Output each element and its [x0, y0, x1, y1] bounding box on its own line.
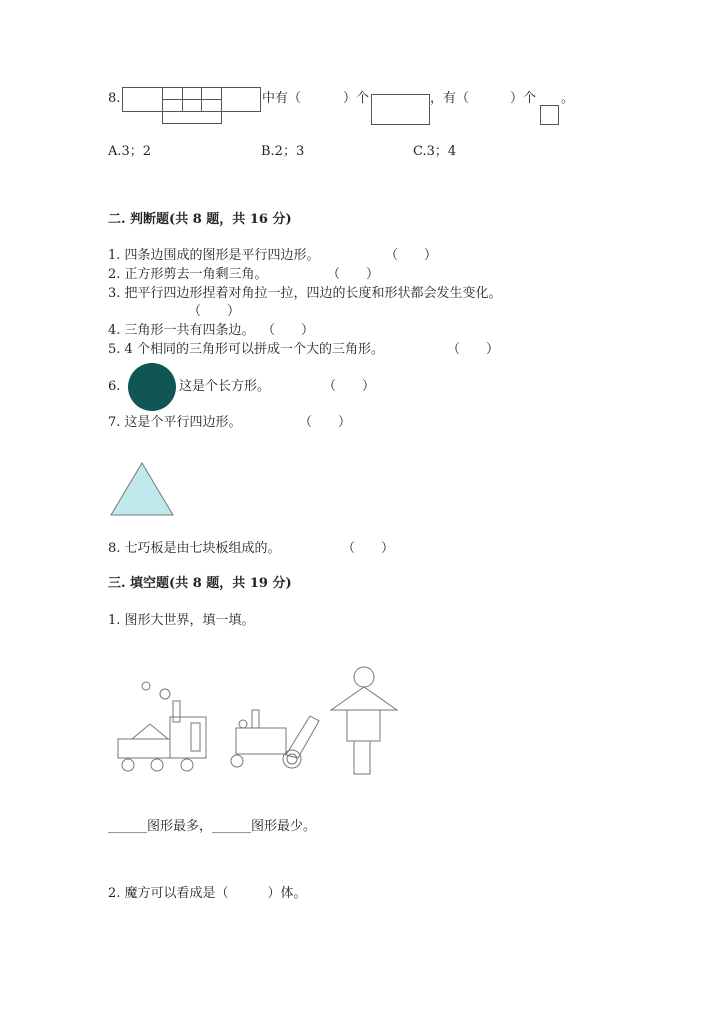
q8-text-5: 。: [561, 91, 575, 106]
square-icon: [540, 105, 559, 125]
judge-item-2: 2. 正方形剪去一角剩三角。: [108, 267, 268, 282]
train-figure: [118, 682, 206, 771]
person-figure: [331, 667, 397, 774]
blue-triangle-figure: [110, 462, 174, 516]
judge-item-7: 7. 这是个平行四边形。: [108, 415, 242, 430]
q8-option-a: A.3；2: [108, 144, 152, 159]
judge-item-6-text: 这是个长方形。: [179, 379, 271, 394]
teal-circle-figure: [127, 362, 177, 412]
q8-text-3: ，有（: [430, 91, 470, 106]
overlapping-rectangles-figure: [122, 86, 262, 126]
q8-text-1: 中有（: [262, 91, 302, 106]
tractor-figure: [231, 710, 319, 768]
judge-bracket-7: （ ）: [299, 415, 352, 430]
shape-world-figure: [110, 660, 410, 780]
judge-item-3: 3. 把平行四边形捏着对角拉一拉，四边的长度和形状都会发生变化。: [108, 286, 502, 301]
judge-bracket-1: （ ）: [385, 248, 438, 263]
section-2-title: 二. 判断题(共 8 题，共 16 分): [108, 212, 292, 227]
fill-question-2: 2. 魔方可以看成是（ ）体。: [108, 886, 307, 901]
judge-bracket-6: （ ）: [323, 379, 376, 394]
judge-bracket-8: （ ）: [342, 541, 395, 556]
q8-text-4: ）个: [510, 91, 537, 106]
q8-option-b: B.2；3: [261, 144, 305, 159]
judge-item-5: 5. 4 个相同的三角形可以拼成一个大的三角形。: [108, 342, 384, 357]
judge-bracket-2: （ ）: [327, 267, 380, 282]
fill-blank-line: ______图形最多，______图形最少。: [108, 819, 317, 834]
q8-option-c: C.3；4: [413, 144, 457, 159]
judge-item-6-number: 6.: [108, 379, 121, 394]
fill-question-1: 1. 图形大世界，填一填。: [108, 613, 255, 628]
judge-bracket-3: （ ）: [188, 304, 241, 319]
judge-item-1: 1. 四条边围成的图形是平行四边形。: [108, 248, 320, 263]
q8-number: 8.: [108, 91, 121, 106]
judge-bracket-4: （ ）: [262, 323, 315, 338]
rectangle-icon: [371, 94, 430, 125]
q8-text-2: ）个: [343, 91, 370, 106]
judge-bracket-5: （ ）: [447, 342, 500, 357]
judge-item-8: 8. 七巧板是由七块板组成的。: [108, 541, 281, 556]
judge-item-4: 4. 三角形一共有四条边。: [108, 323, 255, 338]
section-3-title: 三. 填空题(共 8 题，共 19 分): [108, 576, 292, 591]
